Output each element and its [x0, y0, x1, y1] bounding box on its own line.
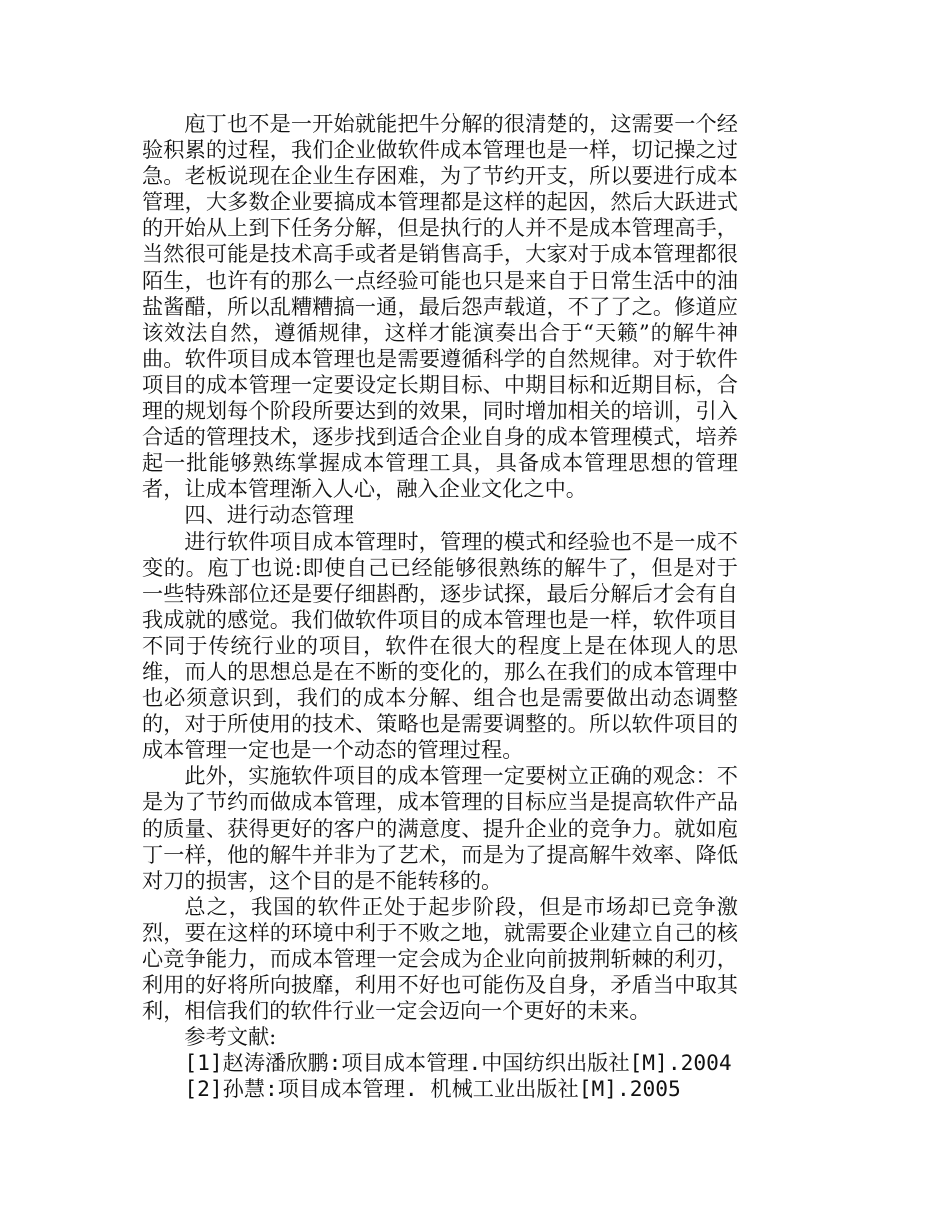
reference-item-2: [2]孙慧:项目成本管理. 机械工业出版社[M].2005	[184, 1076, 681, 1102]
document-body	[142, 111, 738, 1103]
section-heading-dynamic-management: 四、进行动态管理	[184, 502, 354, 528]
paragraph-conclusion: 总之，我国的软件正处于起步阶段，但是市场却已竞争激烈，要在这样的环境中利于不败之地，就需要企业建立自己的核心竞争能力，而成本管理一定会成为企业向前披荆斩棘的利刃，利用的好将所向披靡，利用不好也可能伤及自身，矛盾当中取其利，相信我们的软件行业一定会迈向一个更好的未来。	[142, 893, 738, 1024]
reference-item-1: [1]赵涛潘欣鹏:项目成本管理.中国纺织出版社[M].2004	[184, 1050, 732, 1076]
paragraph-cost-management-gradual: 庖丁也不是一开始就能把牛分解的很清楚的，这需要一个经验积累的过程，我们企业做软件成本管理也是一样，切记操之过急。老板说现在企业生存困难，为了节约开支，所以要进行成本管理，大多数企业要搞成本管理都是这样的起因，然后大跃进式的开始从上到下任务分解，但是执行的人并不是成本管理高手，当然很可能是技术高手或者是销售高手，大家对于成本管理都很陌生，也许有的那么一点经验可能也只是来自于日常生活中的油盐酱醋，所以乱糟糟搞一通，最后怨声载道，不了了之。修道应该效法自然，遵循规律，这样才能演奏出合于“天籁”的解牛神曲。软件项目成本管理也是需要遵循科学的自然规律。对于软件项目的成本管理一定要设定长期目标、中期目标和近期目标，合理的规划每个阶段所要达到的效果，同时增加相关的培训，引入合适的管理技术，逐步找到适合企业自身的成本管理模式，培养起一批能够熟练掌握成本管理工具，具备成本管理思想的管理者，让成本管理渐入人心，融入企业文化之中。	[142, 111, 738, 502]
references-heading: 参考文献:	[184, 1024, 277, 1050]
paragraph-dynamic-management: 进行软件项目成本管理时，管理的模式和经验也不是一成不变的。庖丁也说:即使自己已经能够很熟练的解牛了，但是对于一些特殊部位还是要仔细斟酌，逐步试探，最后分解后才会有自我成就的感觉。我们做软件项目的成本管理也是一样，软件项目不同于传统行业的项目，软件在很大的程度上是在体现人的思维，而人的思想总是在不断的变化的，那么在我们的成本管理中也必须意识到，我们的成本分解、组合也是需要做出动态调整的，对于所使用的技术、策略也是需要调整的。所以软件项目的成本管理一定也是一个动态的管理过程。	[142, 528, 738, 763]
paragraph-correct-concept: 此外，实施软件项目的成本管理一定要树立正确的观念：不是为了节约而做成本管理，成本管理的目标应当是提高软件产品的质量、获得更好的客户的满意度、提升企业的竞争力。就如庖丁一样，他的解牛并非为了艺术，而是为了提高解牛效率、降低对刀的损害，这个目的是不能转移的。	[142, 763, 738, 893]
